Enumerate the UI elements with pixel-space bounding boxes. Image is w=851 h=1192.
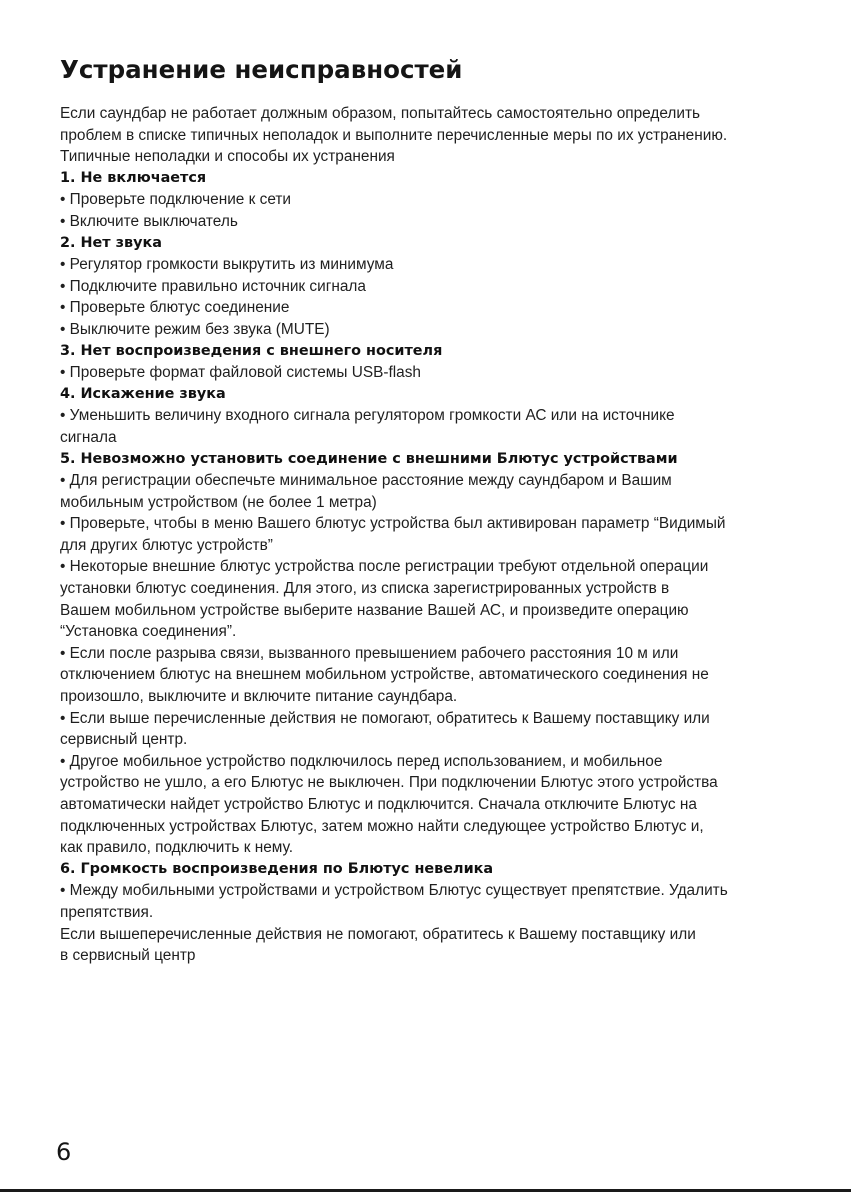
body-text-line: “Установка соединения”. [60,623,237,641]
body-text-line: • Проверьте, чтобы в меню Вашего блютус устройства был активирован параметр “Видимый [60,515,726,533]
section-heading: 6. Громкость воспроизведения по Блютус невелика [60,860,494,877]
section-heading: 2. Нет звука [60,234,162,251]
body-text-line: Если вышеперечисленные действия не помогают, обратитесь к Вашему поставщику или [60,925,696,943]
body-text-line: сервисный центр. [60,731,188,749]
document-body [60,103,850,967]
body-text-line: проблем в списке типичных неполадок и выполните перечисленные меры по их устранению. [60,126,728,144]
body-text-line: в сервисный центр [60,947,196,965]
body-text-line: • Для регистрации обеспечьте минимальное расстояние между саундбаром и Вашим [60,472,672,490]
body-text-line: • Некоторые внешние блютус устройства после регистрации требуют отдельной операции [60,558,709,576]
section-heading: 4. Искажение звука [60,385,226,402]
section-heading: 1. Не включается [60,169,207,186]
body-text-line: • Подключите правильно источник сигнала [60,277,366,295]
page-number: 6 [56,1138,72,1166]
body-text-line: • Включите выключатель [60,212,238,230]
body-text-line: • Выключите режим без звука (MUTE) [60,320,330,338]
body-text-line: как правило, подключить к нему. [60,839,293,857]
body-text-line: • Между мобильными устройствами и устройством Блютус существует препятствие. Удалить [60,882,728,900]
body-text-line: • Проверьте подключение к сети [60,191,292,209]
body-text-line: сигнала [60,428,117,446]
body-text-line: • Если выше перечисленные действия не помогают, обратитесь к Вашему поставщику или [60,709,710,727]
section-heading: 5. Невозможно установить соединение с внешними Блютус устройствами [60,450,678,467]
body-text-line: автоматически найдет устройство Блютус и подключится. Сначала отключите Блютус на [60,796,697,813]
body-text-line: установки блютус соединения. Для этого, из списка зарегистрированных устройств в [60,580,670,598]
body-text-line: мобильным устройством (не более 1 метра) [60,493,377,511]
body-text-line: препятствия. [60,903,154,921]
body-text-line: Вашем мобильном устройстве выберите название Вашей АС, и произведите операцию [60,601,689,619]
body-text-line: отключением блютус на внешнем мобильном устройстве, автоматического соединения не [60,666,709,684]
body-text-line: Типичные неполадки и способы их устранения [60,148,395,166]
body-text-line: Если саундбар не работает должным образом, попытайтесь самостоятельно определить [60,105,701,122]
body-text-line: • Проверьте блютус соединение [60,299,290,317]
body-text-line: устройство не ушло, а его Блютус не выключен. При подключении Блютус этого устройства [60,774,718,792]
body-text-line: • Проверьте формат файловой системы USB-flash [60,364,421,382]
body-text-line: произошло, выключите и включите питание саундбара. [60,688,458,706]
body-text-line: • Регулятор громкости выкрутить из минимума [60,256,394,274]
body-text-line: для других блютус устройств” [60,536,273,554]
page-title: Устранение неисправностей [60,55,463,84]
body-text-line: • Уменьшить величину входного сигнала регулятором громкости АС или на источнике [60,407,675,425]
body-text-line: • Если после разрыва связи, вызванного превышением рабочего расстояния 10 м или [60,644,679,662]
body-text-line: • Другое мобильное устройство подключилось перед использованием, и мобильное [60,752,663,770]
body-text-line: подключенных устройствах Блютус, затем можно найти следующее устройство Блютус и, [60,817,704,835]
section-heading: 3. Нет воспроизведения с внешнего носителя [60,342,443,359]
